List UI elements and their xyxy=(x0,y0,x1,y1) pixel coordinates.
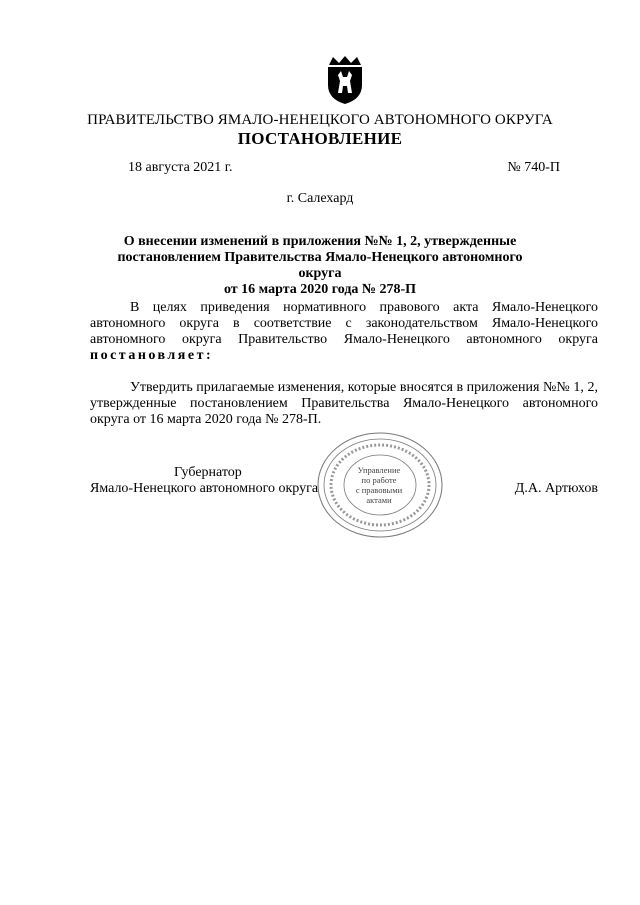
stamp-line-4: актами xyxy=(366,495,392,505)
resolution-paragraph: Утвердить прилагаемые изменения, которые вносятся в приложения №№ 1, 2, утвержденные постановлением Правительства Ямало-Ненецкого автономного округа от 16 марта 2020 года № 278-П. xyxy=(90,380,598,427)
stamp-line-2: по работе xyxy=(361,475,397,485)
title-line-3: от 16 марта 2020 года № 278-П xyxy=(223,282,417,297)
stamp-line-3: с правовыми xyxy=(355,485,403,495)
signer-organization: Ямало-Ненецкого автономного округа xyxy=(90,481,319,496)
government-name: ПРАВИТЕЛЬСТВО ЯМАЛО-НЕНЕЦКОГО АВТОНОМНОГО ОКРУГА xyxy=(87,112,553,128)
title-line-2: постановлением Правительства Ямало-Ненецкого автономного округа xyxy=(117,250,523,281)
title-line-1: О внесении изменений в приложения №№ 1, 2, утвержденные xyxy=(123,234,517,249)
stamp-text xyxy=(343,465,415,505)
document-city: г. Салехард xyxy=(286,191,354,206)
preamble-paragraph xyxy=(90,300,598,364)
preamble-text: В целях приведения нормативного правового акта Ямало-Ненецкого автономного округа в соответствие с законодательством Ямало-Ненецкого автономного округа Правительство Ямало-Ненецкого автономного округа xyxy=(90,300,598,347)
signer-name: Д.А. Артюхов xyxy=(514,481,598,496)
coat-of-arms-icon xyxy=(325,55,365,105)
document-type: ПОСТАНОВЛЕНИЕ xyxy=(237,129,403,148)
document-title xyxy=(100,234,540,298)
document-number: № 740-П xyxy=(507,160,560,175)
signer-position: Губернатор xyxy=(174,465,242,480)
document-date: 18 августа 2021 г. xyxy=(128,160,233,175)
resolves-keyword: постановляет: xyxy=(90,348,214,363)
stamp-line-1: Управление xyxy=(357,465,401,475)
